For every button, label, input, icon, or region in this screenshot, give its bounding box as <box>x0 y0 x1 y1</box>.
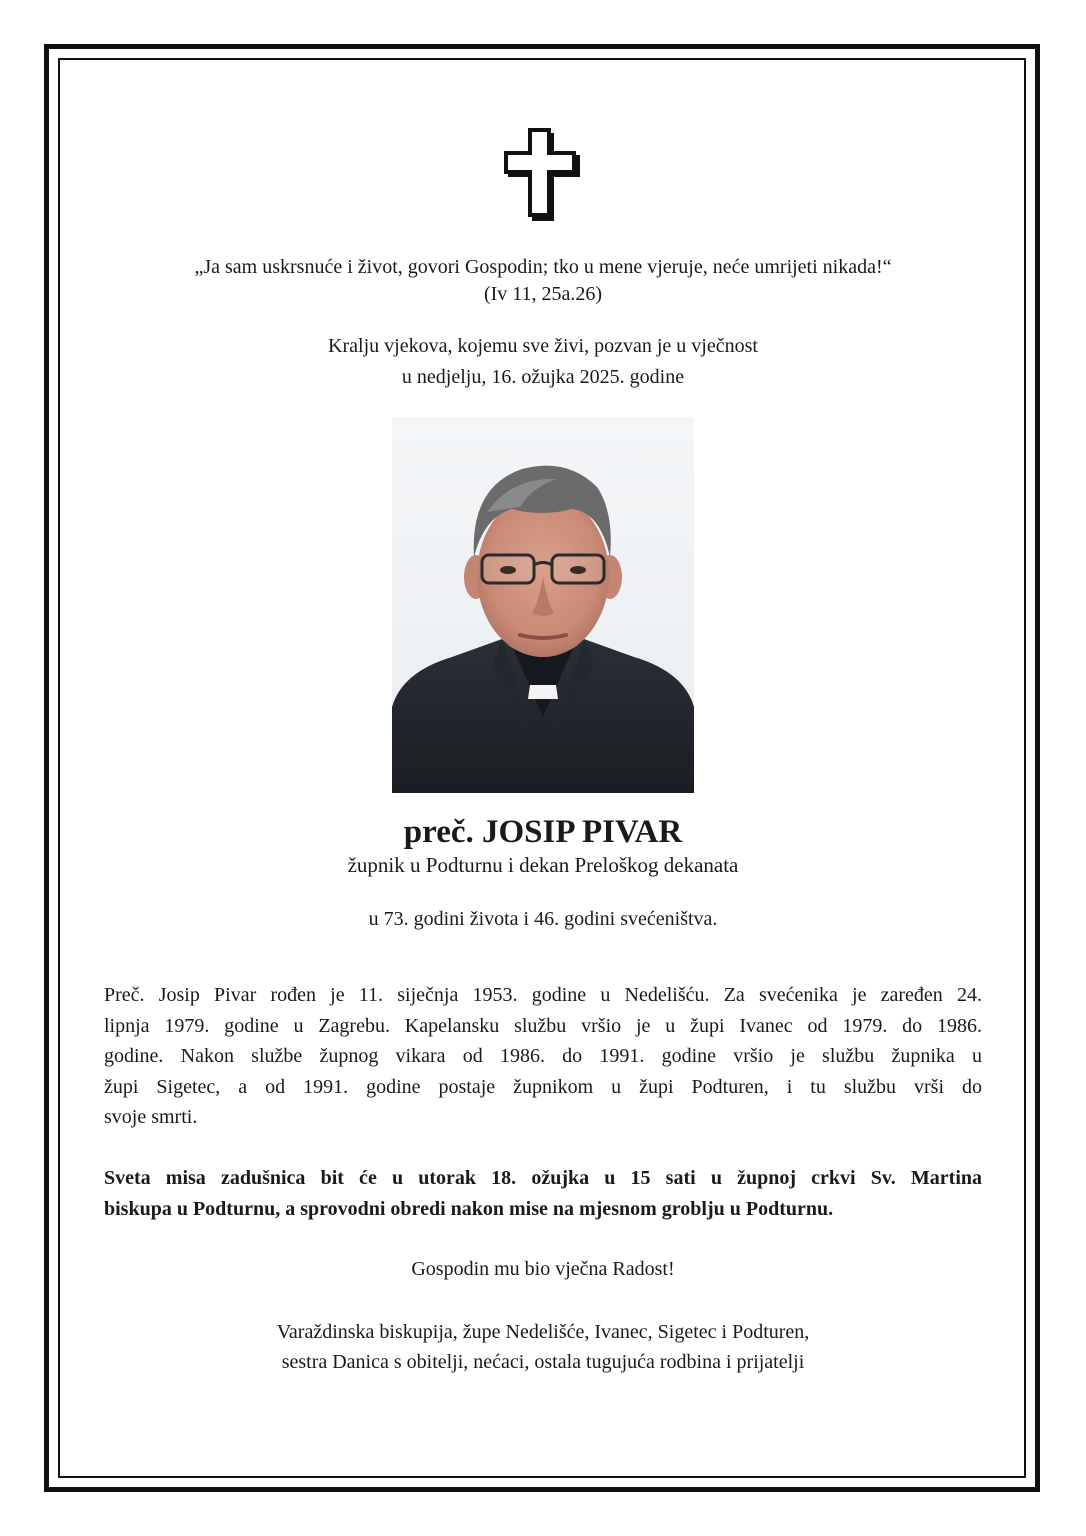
cross-icon <box>504 127 582 223</box>
biography-line: godine. Nakon službe župnog vikara od 1986. do 1991. godine vršio je službu župnika u <box>104 1045 982 1067</box>
biography-line: župi Sigetec, a od 1991. godine postaje župnikom u župi Podturen, i tu službu vrši do <box>104 1075 982 1098</box>
portrait-photo <box>392 417 694 793</box>
bible-reference: (Iv 11, 25a.26) <box>483 283 603 305</box>
age-line: u 73. godini života i 46. godini svećeništva. <box>368 908 718 930</box>
biography-line: Preč. Josip Pivar rođen je 11. siječnja 1953. godine u Nedelišću. Za svećenika je zaređen 24. <box>104 984 982 1006</box>
deceased-name: preč. JOSIP PIVAR <box>403 814 683 850</box>
announcement-line-1: Kralju vjekova, kojemu sve živi, pozvan je u vječnost <box>328 335 758 357</box>
funeral-line: biskupa u Podturnu, a sprovodni obredi nakon mise na mjesnom groblju u Podturnu. <box>104 1197 834 1220</box>
biography-line: lipnja 1979. godine u Zagrebu. Kapelansku službu vršio je u župi Ivanec od 1979. do 1986. <box>104 1014 982 1037</box>
deceased-role: župnik u Podturnu i dekan Preloškog dekanata <box>347 853 739 877</box>
blessing: Gospodin mu bio vječna Radost! <box>411 1258 675 1280</box>
bible-quote: „Ja sam uskrsnuće i život, govori Gospodin; tko u mene vjeruje, neće umrijeti nikada!“ <box>194 256 892 278</box>
biography-paragraph <box>104 980 982 1133</box>
funeral-line: Sveta misa zadušnica bit će u utorak 18. ožujka u 15 sati u župnoj crkvi Sv. Martina <box>104 1167 982 1189</box>
mourners-line-1: Varaždinska biskupija, župe Nedelišće, Ivanec, Sigetec i Podturen, <box>276 1321 810 1343</box>
funeral-paragraph <box>104 1163 982 1224</box>
biography-line: svoje smrti. <box>104 1106 198 1128</box>
mourners-line-2: sestra Danica s obitelji, nećaci, ostala tugujuća rodbina i prijatelji <box>281 1351 805 1373</box>
portrait-illustration <box>392 417 694 793</box>
announcement-line-2: u nedjelju, 16. ožujka 2025. godine <box>401 366 685 388</box>
